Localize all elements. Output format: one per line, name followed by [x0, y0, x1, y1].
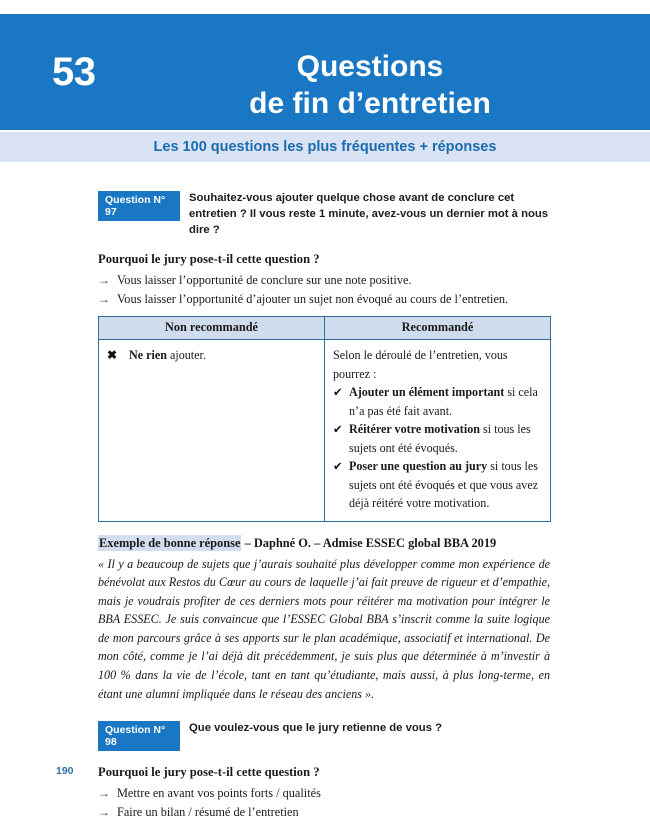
question-97-badge: Question N° 97	[98, 191, 180, 221]
check-mark-icon: ✔	[333, 424, 343, 436]
chapter-title	[160, 48, 580, 122]
question-98-why-heading: Pourquoi le jury pose-t-il cette question ?	[98, 765, 320, 780]
recommended-item-2-label	[349, 420, 542, 457]
arrow-right-icon: →	[98, 292, 110, 306]
check-mark-icon: ✔	[333, 387, 343, 399]
arrow-right-icon: →	[98, 273, 110, 287]
arrow-right-icon: →	[98, 786, 110, 801]
question-97-why-heading: Pourquoi le jury pose-t-il cette question ?	[98, 252, 320, 266]
question-97-reason-1	[98, 271, 550, 289]
recommended-item-3-label	[349, 457, 542, 513]
example-answer-meta: – Daphné O. – Admise ESSEC global BBA 2019	[241, 535, 497, 550]
chapter-title-line-1: Questions	[296, 50, 444, 83]
question-98-block	[98, 720, 550, 821]
recommended-item-3-bold: Poser une question au jury	[349, 459, 488, 473]
recommended-item-3	[333, 457, 542, 513]
chapter-header-band	[0, 14, 650, 130]
recommended-list	[333, 383, 542, 513]
page-content	[98, 190, 550, 822]
recommended-intro: Selon le déroulé de l’entretien, vous pourrez :	[333, 348, 508, 381]
question-97-reason-2	[98, 290, 550, 308]
table-row	[99, 340, 551, 522]
table-header-row	[99, 317, 551, 340]
question-98-badge: Question N° 98	[98, 721, 180, 751]
page-number: 190	[56, 765, 74, 777]
recommended-item-1-label	[349, 383, 542, 420]
recommended-item-2-rest: si tous les sujets ont été évoqués.	[349, 422, 531, 455]
recommendation-table-body	[99, 340, 551, 522]
not-recommended-item-1	[107, 346, 316, 365]
recommended-item-1	[333, 383, 542, 420]
recommended-item-2-bold: Réitérer votre motivation	[349, 422, 480, 436]
recommended-item-2	[333, 420, 542, 457]
column-header-not-recommended: Non recommandé	[99, 317, 325, 340]
subtitle-banner-text: Les 100 questions les plus fréquentes + réponses	[153, 139, 497, 155]
question-97-text: Souhaitez-vous ajouter quelque chose avant de conclure cet entretien ? Il vous reste 1 minute, avez-vous un dernier mot à nous dire ?	[189, 192, 549, 236]
recommended-item-1-rest: si cela n’a pas été fait avant.	[349, 385, 538, 418]
question-98-reason-1	[98, 784, 550, 802]
recommended-item-1-bold: Ajouter un élément important	[349, 385, 505, 399]
chapter-number: 53	[52, 50, 96, 94]
question-98-row	[98, 720, 550, 751]
check-mark-icon: ✔	[333, 461, 343, 473]
question-98-text: Que voulez-vous que le jury retienne de vous ?	[189, 722, 442, 735]
recommended-item-3-rest: si tous les sujets ont été évoqués et que vous avez déjà réitéré votre motivation.	[349, 459, 539, 510]
example-answer-block	[98, 535, 550, 704]
not-recommended-item-1-label	[129, 346, 316, 365]
column-header-recommended: Recommandé	[325, 317, 551, 340]
cell-recommended	[325, 340, 551, 522]
recommendation-table-head	[99, 317, 551, 340]
question-97-row	[98, 190, 550, 238]
question-98-reason-2	[98, 803, 550, 821]
question-98-reason-2-label: Faire un bilan / résumé de l’entretien	[117, 805, 299, 820]
example-answer-label: Exemple de bonne réponse	[99, 535, 241, 550]
question-98-reason-1-label: Mettre en avant vos points forts / qualités	[117, 786, 321, 801]
question-97-reason-1-label: Vous laisser l’opportunité de conclure sur une note positive.	[117, 273, 412, 287]
not-recommended-item-1-bold: Ne rien	[129, 348, 167, 362]
example-answer-heading	[98, 535, 550, 552]
question-97-reason-2-label: Vous laisser l’opportunité d’ajouter un sujet non évoqué au cours de l’entretien.	[117, 292, 509, 306]
arrow-right-icon: →	[98, 805, 110, 820]
cross-mark-icon: ✖	[107, 348, 118, 362]
cell-not-recommended	[99, 340, 325, 522]
subtitle-banner	[0, 132, 650, 162]
example-answer-quote: « Il y a beaucoup de sujets que j’aurais souhaité plus développer comme mon expérience de bénévolat aux Restos du Cœur au cours de laquelle j’ai fait preuve de rigueur et d’empathie, mais je voudrais profiter de ces derniers mots pour réitérer ma motivation pour intégrer le BBA ESSEC. Je suis convaincue que l’ESSEC Global BBA s’inscrit comme la suite logique de mon parcours grâce à ses apports sur le plan académique, associatif et international. De mon côté, comme je l’ai déjà dit précédemment, je suis plus que déterminée à m’investir à 100 % dans la vie de l’école, tant en tant qu’étudiante, mais aussi, à plus long-terme, en étant une alumni impliquée dans le réseau des anciens ».	[98, 556, 550, 701]
not-recommended-item-1-rest: ajouter.	[166, 348, 206, 362]
recommendation-table	[98, 316, 551, 522]
chapter-title-line-2: de fin d’entretien	[249, 87, 491, 120]
